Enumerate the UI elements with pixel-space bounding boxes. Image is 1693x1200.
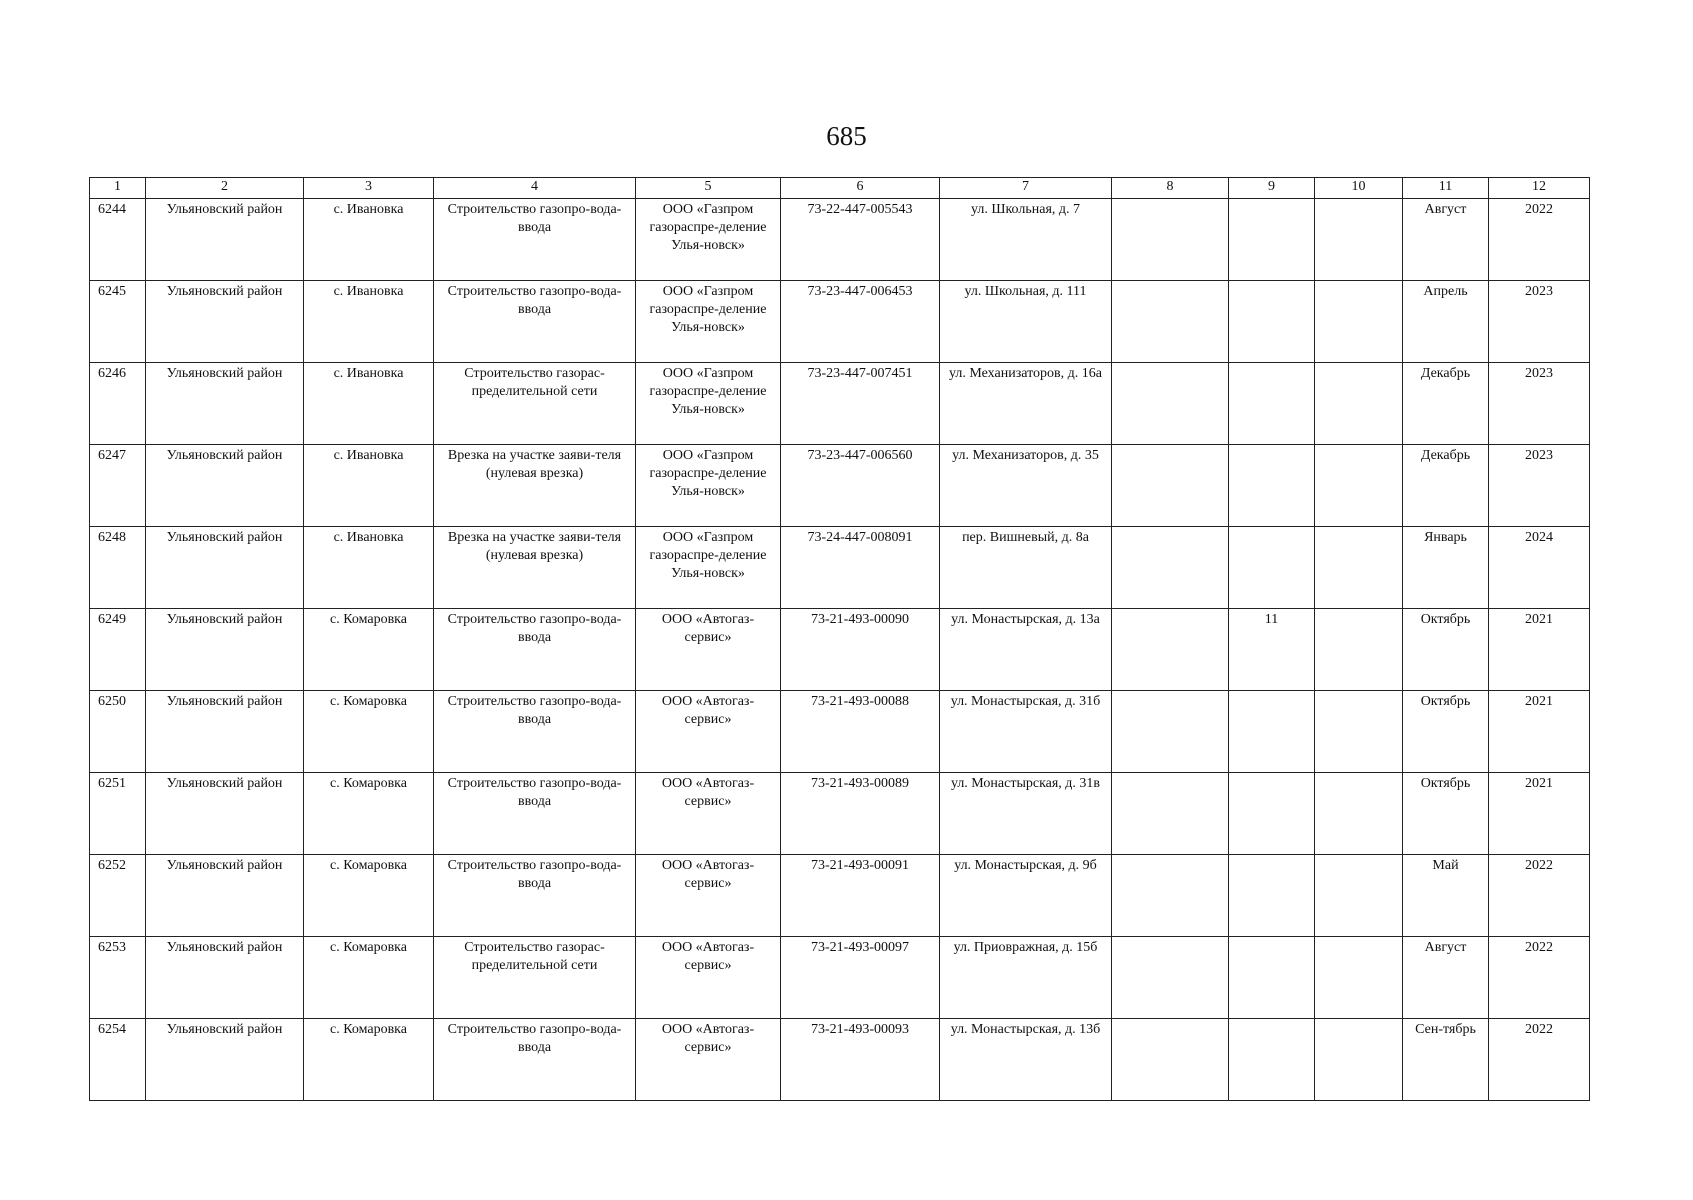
table-cell: 6252 [90, 855, 146, 937]
column-header: 6 [781, 178, 940, 199]
table-cell: с. Комаровка [304, 609, 434, 691]
table-cell: 73-21-493-00093 [781, 1019, 940, 1101]
table-cell: ул. Механизаторов, д. 35 [940, 445, 1112, 527]
table-cell [1229, 855, 1315, 937]
table-cell: 2024 [1489, 527, 1590, 609]
table-row [90, 855, 1590, 937]
table-cell: Декабрь [1403, 363, 1489, 445]
table-cell: с. Комаровка [304, 773, 434, 855]
table-cell: 73-23-447-007451 [781, 363, 940, 445]
table-cell: 2022 [1489, 855, 1590, 937]
table-cell: 6248 [90, 527, 146, 609]
table-cell: Ульяновский район [146, 855, 304, 937]
table-cell: 73-21-493-00097 [781, 937, 940, 1019]
table-cell: Ульяновский район [146, 1019, 304, 1101]
table-cell: 73-21-493-00090 [781, 609, 940, 691]
table-cell: 73-23-447-006453 [781, 281, 940, 363]
table-row [90, 773, 1590, 855]
table-cell [1315, 527, 1403, 609]
table-cell: 73-21-493-00088 [781, 691, 940, 773]
table-cell: 2022 [1489, 937, 1590, 1019]
table-cell: 2021 [1489, 773, 1590, 855]
table-cell [1315, 281, 1403, 363]
table-cell [1112, 445, 1229, 527]
table-cell: 2021 [1489, 691, 1590, 773]
table-cell [1112, 281, 1229, 363]
table-row [90, 445, 1590, 527]
table-cell [1315, 1019, 1403, 1101]
table-cell: Сен-тябрь [1403, 1019, 1489, 1101]
table-cell: Ульяновский район [146, 691, 304, 773]
table-cell: 6246 [90, 363, 146, 445]
table-cell: Строительство газопро-вода-ввода [434, 691, 636, 773]
table-cell: с. Ивановка [304, 199, 434, 281]
table-cell: ул. Школьная, д. 111 [940, 281, 1112, 363]
column-header: 2 [146, 178, 304, 199]
table-cell: Строительство газопро-вода-ввода [434, 199, 636, 281]
table-cell: Строительство газопро-вода-ввода [434, 855, 636, 937]
table-cell: Октябрь [1403, 609, 1489, 691]
table-cell [1229, 773, 1315, 855]
table-cell: 6244 [90, 199, 146, 281]
table-cell: Август [1403, 937, 1489, 1019]
table-cell: 2021 [1489, 609, 1590, 691]
table-cell: 6245 [90, 281, 146, 363]
table-cell: 6247 [90, 445, 146, 527]
table-row [90, 527, 1590, 609]
table-cell: ул. Монастырская, д. 31б [940, 691, 1112, 773]
table-cell: ООО «Газпром газораспре-деление Улья-новск» [636, 527, 781, 609]
table-cell: 6253 [90, 937, 146, 1019]
table-cell: ул. Монастырская, д. 9б [940, 855, 1112, 937]
table-cell [1229, 1019, 1315, 1101]
table-row [90, 281, 1590, 363]
table-cell [1112, 363, 1229, 445]
table-cell: Август [1403, 199, 1489, 281]
table-cell: 6251 [90, 773, 146, 855]
table-cell: 73-22-447-005543 [781, 199, 940, 281]
table-cell: Строительство газопро-вода-ввода [434, 773, 636, 855]
table-cell: с. Комаровка [304, 937, 434, 1019]
table-cell [1229, 363, 1315, 445]
table-cell [1112, 937, 1229, 1019]
column-header: 11 [1403, 178, 1489, 199]
table-cell: с. Ивановка [304, 281, 434, 363]
table-cell [1315, 855, 1403, 937]
table-cell: Ульяновский район [146, 363, 304, 445]
table-cell: ООО «Автогаз-сервис» [636, 691, 781, 773]
table-cell: Апрель [1403, 281, 1489, 363]
table-cell: 6254 [90, 1019, 146, 1101]
table-cell: 2023 [1489, 445, 1590, 527]
table-cell: Ульяновский район [146, 609, 304, 691]
table-cell: Строительство газорас-пределительной сети [434, 363, 636, 445]
table-cell: пер. Вишневый, д. 8а [940, 527, 1112, 609]
table-row [90, 363, 1590, 445]
table-cell: ООО «Газпром газораспре-деление Улья-новск» [636, 281, 781, 363]
table-cell: Ульяновский район [146, 773, 304, 855]
table-cell: Октябрь [1403, 773, 1489, 855]
table-cell: ООО «Автогаз-сервис» [636, 609, 781, 691]
table-cell: ул. Школьная, д. 7 [940, 199, 1112, 281]
table-cell: с. Ивановка [304, 527, 434, 609]
table-cell: Ульяновский район [146, 199, 304, 281]
table-cell: Декабрь [1403, 445, 1489, 527]
table-cell: ООО «Газпром газораспре-деление Улья-новск» [636, 445, 781, 527]
table-cell [1315, 937, 1403, 1019]
table-cell: Строительство газопро-вода-ввода [434, 609, 636, 691]
table-cell: ООО «Автогаз-сервис» [636, 773, 781, 855]
table-cell [1112, 199, 1229, 281]
table-cell: ООО «Автогаз-сервис» [636, 855, 781, 937]
table-cell: ул. Монастырская, д. 13б [940, 1019, 1112, 1101]
column-header: 1 [90, 178, 146, 199]
table-cell: 6250 [90, 691, 146, 773]
table-cell [1229, 527, 1315, 609]
page-number: 685 [826, 121, 867, 151]
table-cell [1315, 363, 1403, 445]
table-row [90, 609, 1590, 691]
table-cell: с. Комаровка [304, 691, 434, 773]
table-cell [1315, 609, 1403, 691]
table-cell: Май [1403, 855, 1489, 937]
table-cell: ул. Приовражная, д. 15б [940, 937, 1112, 1019]
header-row [90, 178, 1590, 199]
table-cell: 73-21-493-00089 [781, 773, 940, 855]
table-row [90, 937, 1590, 1019]
table-cell [1229, 937, 1315, 1019]
table-row [90, 199, 1590, 281]
table-cell: 2023 [1489, 281, 1590, 363]
table-cell [1112, 609, 1229, 691]
table-cell: 2022 [1489, 1019, 1590, 1101]
table-cell: с. Ивановка [304, 445, 434, 527]
column-header: 12 [1489, 178, 1590, 199]
table-cell: Октябрь [1403, 691, 1489, 773]
table-cell [1112, 1019, 1229, 1101]
table-cell: 73-21-493-00091 [781, 855, 940, 937]
table-cell: с. Комаровка [304, 855, 434, 937]
data-table [89, 177, 1590, 1101]
table-cell: ул. Механизаторов, д. 16а [940, 363, 1112, 445]
table-cell: 11 [1229, 609, 1315, 691]
table-cell [1112, 855, 1229, 937]
table-cell: ул. Монастырская, д. 13а [940, 609, 1112, 691]
table-cell: Строительство газорас-пределительной сети [434, 937, 636, 1019]
table-cell: Ульяновский район [146, 445, 304, 527]
table-cell: с. Ивановка [304, 363, 434, 445]
table-cell: ООО «Газпром газораспре-деление Улья-новск» [636, 363, 781, 445]
column-header: 9 [1229, 178, 1315, 199]
column-header: 7 [940, 178, 1112, 199]
table-cell [1229, 691, 1315, 773]
table-cell: ул. Монастырская, д. 31в [940, 773, 1112, 855]
column-header: 10 [1315, 178, 1403, 199]
table-cell [1229, 445, 1315, 527]
table-cell [1315, 691, 1403, 773]
table-cell: 73-24-447-008091 [781, 527, 940, 609]
table-cell: 6249 [90, 609, 146, 691]
table-cell: 2022 [1489, 199, 1590, 281]
table-cell: ООО «Автогаз-сервис» [636, 937, 781, 1019]
table-row [90, 691, 1590, 773]
table-cell: Ульяновский район [146, 281, 304, 363]
table-cell: Ульяновский район [146, 937, 304, 1019]
column-header: 3 [304, 178, 434, 199]
table-row [90, 1019, 1590, 1101]
table-cell: ООО «Автогаз-сервис» [636, 1019, 781, 1101]
table-cell [1315, 199, 1403, 281]
table-cell: Врезка на участке заяви-теля (нулевая врезка) [434, 527, 636, 609]
table-cell: Январь [1403, 527, 1489, 609]
column-header: 5 [636, 178, 781, 199]
table-cell [1229, 281, 1315, 363]
table-cell [1315, 445, 1403, 527]
table-cell [1112, 527, 1229, 609]
table-cell: 73-23-447-006560 [781, 445, 940, 527]
table-cell [1229, 199, 1315, 281]
table-cell: 2023 [1489, 363, 1590, 445]
column-header: 4 [434, 178, 636, 199]
table-cell: Строительство газопро-вода-ввода [434, 1019, 636, 1101]
table-cell [1112, 691, 1229, 773]
table-cell: Ульяновский район [146, 527, 304, 609]
table-cell [1112, 773, 1229, 855]
column-header: 8 [1112, 178, 1229, 199]
table-body [90, 199, 1590, 1101]
table-cell: Строительство газопро-вода-ввода [434, 281, 636, 363]
table-cell: Врезка на участке заяви-теля (нулевая врезка) [434, 445, 636, 527]
table-cell: ООО «Газпром газораспре-деление Улья-новск» [636, 199, 781, 281]
table-cell: с. Комаровка [304, 1019, 434, 1101]
table-cell [1315, 773, 1403, 855]
